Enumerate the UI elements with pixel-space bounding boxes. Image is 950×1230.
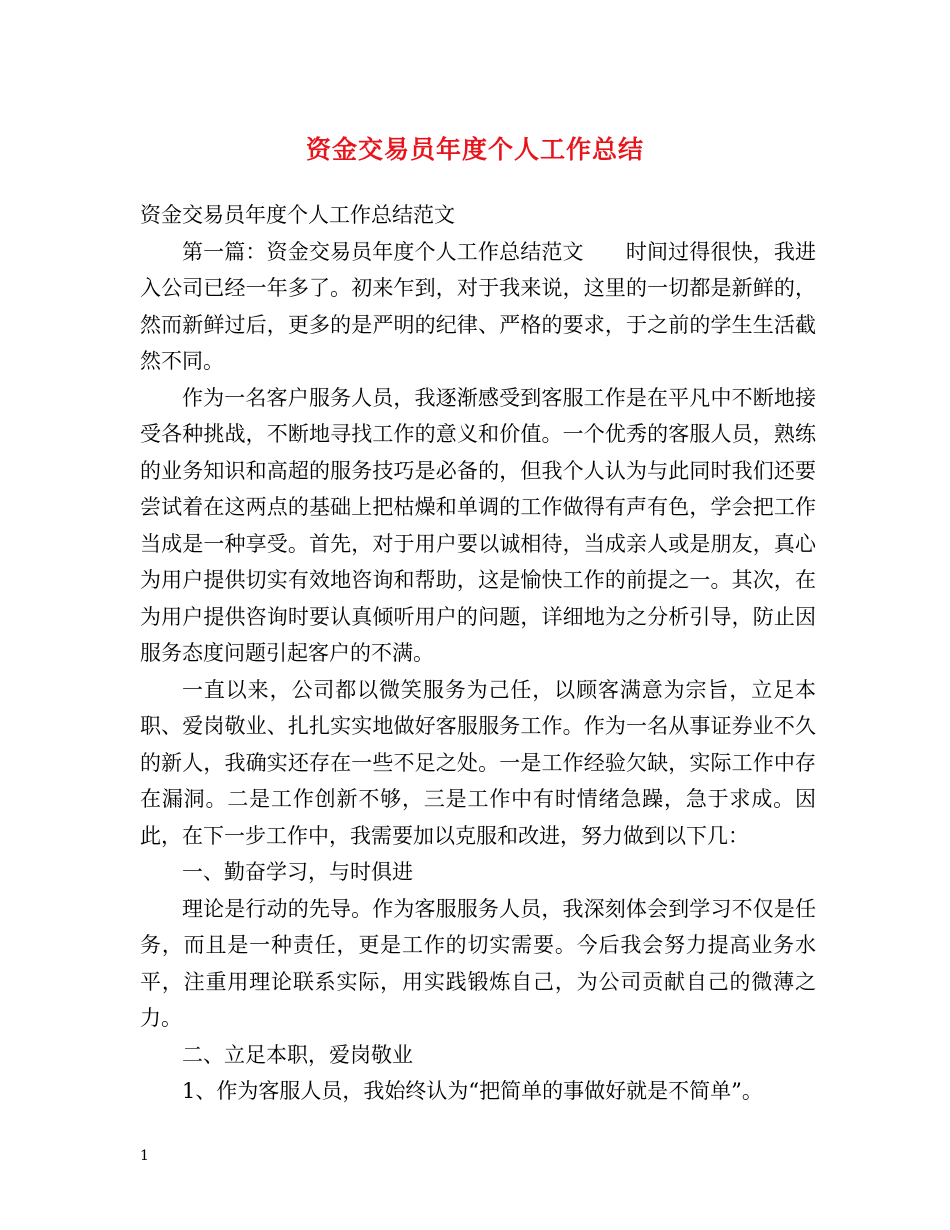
paragraph-5: 1、作为客服人员，我始终认为“把简单的事做好就是不简单”。 [182, 1079, 763, 1103]
page-number: 1 [140, 1148, 149, 1164]
section-heading-1: 一、勤奋学习，与时俱进 [182, 860, 413, 884]
document-body [140, 197, 816, 1110]
paragraph-2: 作为一名客户服务人员，我逐渐感受到客服工作是在平凡中不断地接受各种挑战，不断地寻找工作的意义和价值。一个优秀的客服人员，熟练的业务知识和高超的服务技巧是必备的，但我个人认为与此同时我们还要尝试着在这两点的基础上把枯燥和单调的工作做得有声有色，学会把工作当成是一种享受。首先，对于用户要以诚相待，当成亲人或是朋友，真心为用户提供切实有效地咨询和帮助，这是愉快工作的前提之一。其次，在为用户提供咨询时要认真倾听用户的问题，详细地为之分析引导，防止因服务态度问题引起客户的不满。 [140, 385, 816, 665]
paragraph-3: 一直以来，公司都以微笑服务为己任，以顾客满意为宗旨，立足本职、爱岗敬业、扎扎实实地做好客服服务工作。作为一名从事证券业不久的新人，我确实还存在一些不足之处。一是工作经验欠缺，实际工作中存在漏洞。二是工作创新不够，三是工作中有时情绪急躁，急于求成。因此，在下一步工作中，我需要加以克服和改进，努力做到以下几： [140, 677, 816, 848]
document-subtitle: 资金交易员年度个人工作总结范文 [140, 203, 455, 227]
section-heading-2: 二、立足本职，爱岗敬业 [182, 1042, 413, 1067]
paragraph-4: 理论是行动的先导。作为客服服务人员，我深刻体会到学习不仅是任务，而且是一种责任，更是工作的切实需要。今后我会努力提高业务水平，注重用理论联系实际，用实践锻炼自己，为公司贡献自己的微薄之力。 [140, 896, 816, 1030]
paragraph-1: 第一篇：资金交易员年度个人工作总结范文 时间过得很快，我进入公司已经一年多了。初来乍到，对于我来说，这里的一切都是新鲜的，然而新鲜过后，更多的是严明的纪律、严格的要求，于之前的学生生活截然不同。 [140, 239, 816, 373]
document-title: 资金交易员年度个人工作总结 [305, 135, 644, 164]
